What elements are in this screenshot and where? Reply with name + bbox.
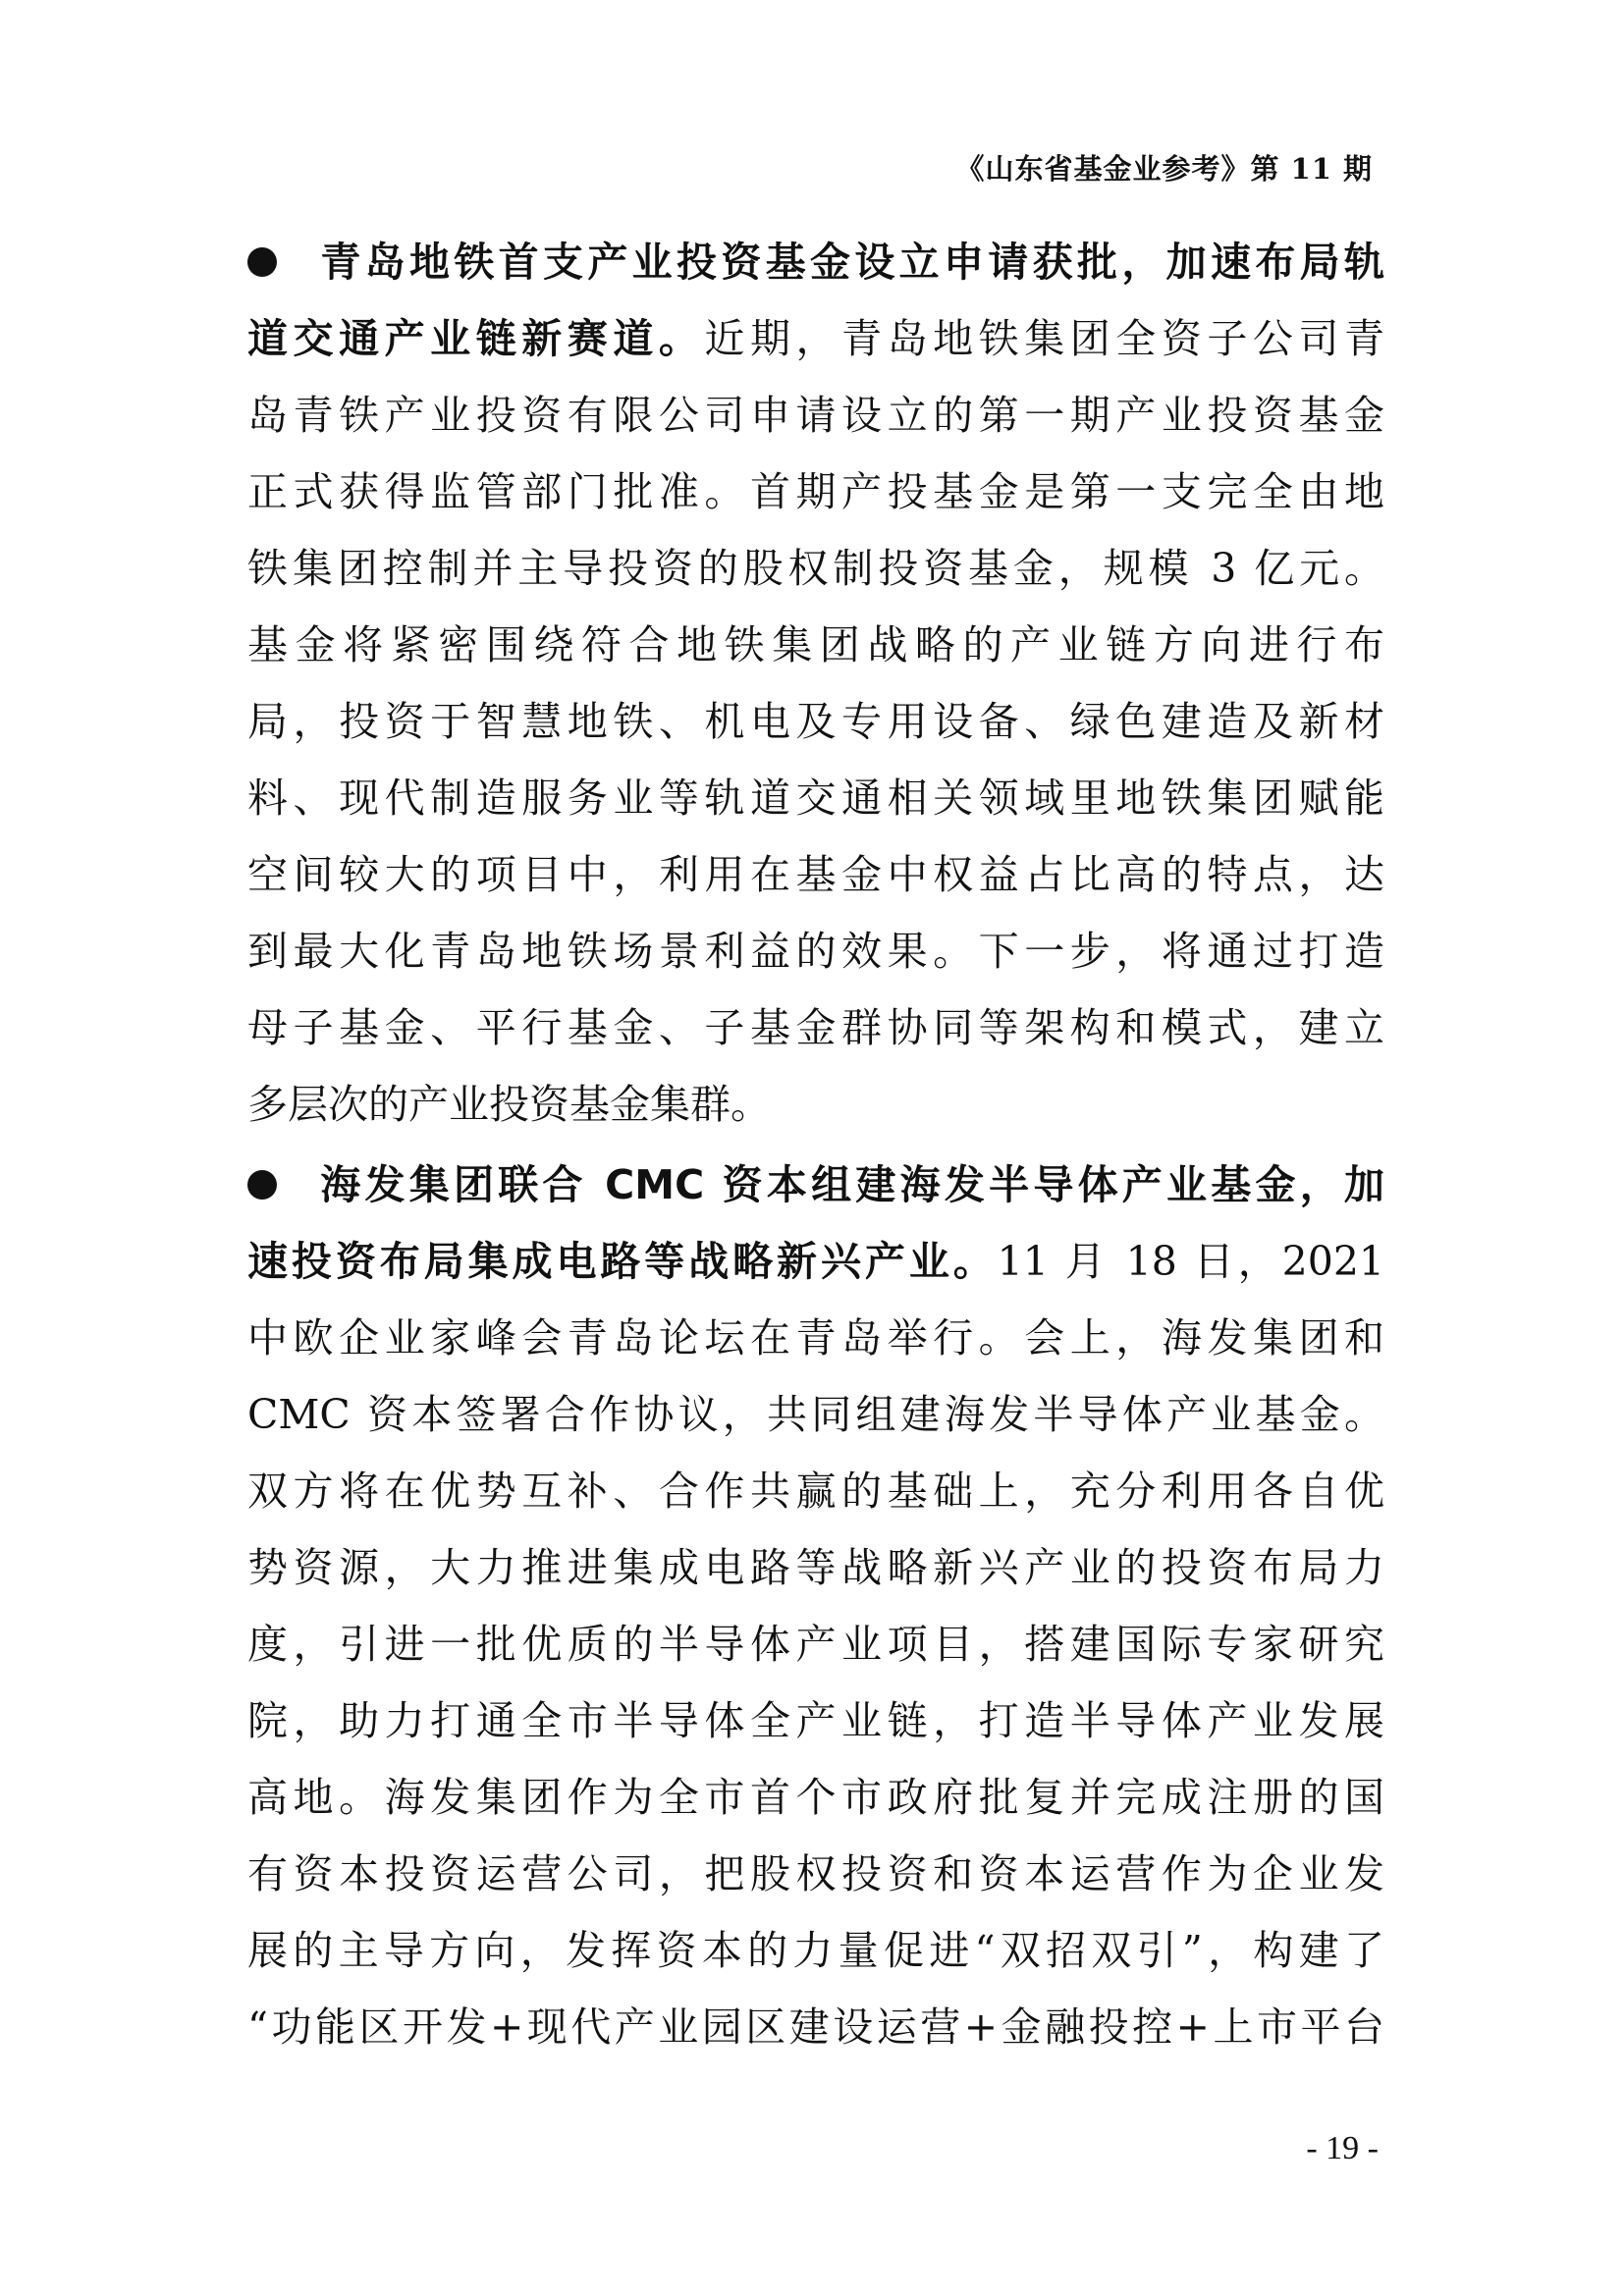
article-line: 铁集团控制并主导投资的股权制投资基金，规模 3 亿元。 xyxy=(247,545,1384,592)
article-line: 中欧企业家峰会青岛论坛在青岛举行。会上，海发集团和 xyxy=(247,1314,1384,1362)
article-line: 局，投资于智慧地铁、机电及专用设备、绿色建造及新材 xyxy=(247,698,1384,745)
article-line: 料、现代制造服务业等轨道交通相关领域里地铁集团赋能 xyxy=(247,774,1384,822)
article-line: 多层次的产业投资基金集群。 xyxy=(247,1081,771,1128)
article-1 xyxy=(247,224,1384,1143)
article-line: CMC 资本签署合作协议，共同组建海发半导体产业基金。 xyxy=(247,1391,1384,1438)
article-line: 正式获得监管部门批准。首期产投基金是第一支完全由地 xyxy=(247,468,1384,515)
article-line: 海发集团联合 CMC 资本组建海发半导体产业基金，加 xyxy=(247,1147,1384,1223)
article-line: 岛青铁产业投资有限公司申请设立的第一期产业投资基金 xyxy=(247,392,1384,439)
article-line: 速投资布局集成电路等战略新兴产业。11 月 18 日，2021 xyxy=(247,1238,1384,1285)
article-2 xyxy=(247,1147,1384,2065)
bullet-icon xyxy=(247,1170,277,1200)
article-line: 青岛地铁首支产业投资基金设立申请获批，加速布局轨 xyxy=(247,224,1384,300)
article-line: 高地。海发集团作为全市首个市政府批复并完成注册的国 xyxy=(247,1774,1384,1821)
article-line: 展的主导方向，发挥资本的力量促进“双招双引”，构建了 xyxy=(247,1927,1384,1974)
bullet-icon xyxy=(247,247,277,277)
page-number: - 19 - xyxy=(1306,2130,1379,2166)
article-line: 基金将紧密围绕符合地铁集团战略的产业链方向进行布 xyxy=(247,621,1384,668)
article-line: 院，助力打通全市半导体全产业链，打造半导体产业发展 xyxy=(247,1697,1384,1744)
article-line: “功能区开发+现代产业园区建设运营+金融投控+上市平台 xyxy=(247,2003,1384,2051)
article-line: 有资本投资运营公司，把股权投资和资本运营作为企业发 xyxy=(247,1850,1384,1897)
article-line: 母子基金、平行基金、子基金群协同等架构和模式，建立 xyxy=(247,1004,1384,1051)
article-line: 道交通产业链新赛道。近期，青岛地铁集团全资子公司青 xyxy=(247,315,1384,362)
article-line: 空间较大的项目中，利用在基金中权益占比高的特点，达 xyxy=(247,851,1384,898)
article-line: 度，引进一批优质的半导体产业项目，搭建国际专家研究 xyxy=(247,1621,1384,1668)
article-line: 到最大化青岛地铁场景利益的效果。下一步，将通过打造 xyxy=(247,928,1384,975)
article-line: 双方将在优势互补、合作共赢的基础上，充分利用各自优 xyxy=(247,1468,1384,1515)
running-header: 《山东省基金业参考》第 11 期 xyxy=(955,152,1373,186)
article-line: 势资源，大力推进集成电路等战略新兴产业的投资布局力 xyxy=(247,1544,1384,1591)
